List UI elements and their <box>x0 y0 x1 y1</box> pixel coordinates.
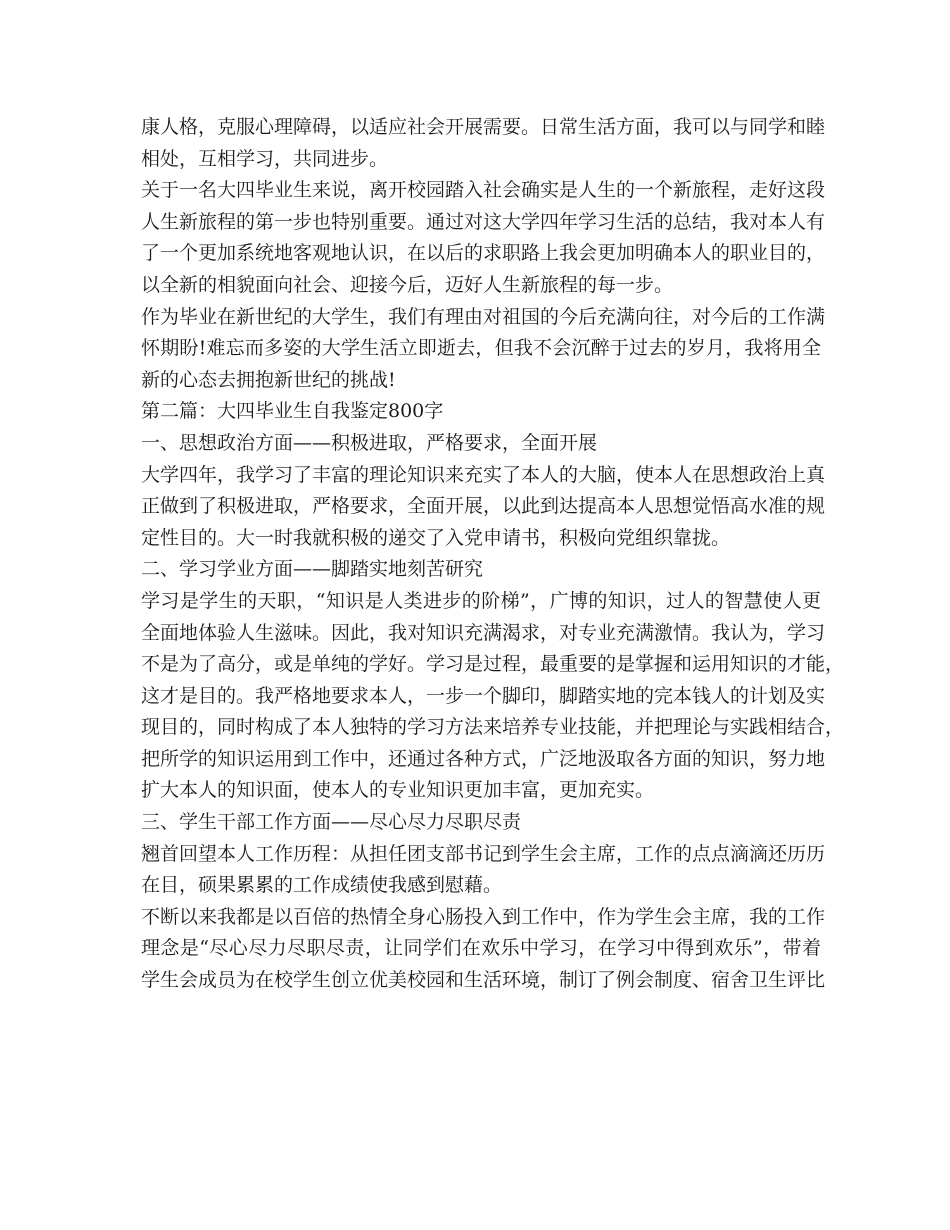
text-line: 了一个更加系统地客观地认识，在以后的求职路上我会更加明确本人的职业目的， <box>141 242 826 265</box>
text-line: 以全新的相貌面向社会、迎接今后，迈好人生新旅程的每一步。 <box>141 273 674 296</box>
text-line: 翘首回望本人工作历程：从担任团支部书记到学生会主席，工作的点点滴滴还历历 <box>141 842 826 865</box>
text-line: 怀期盼!难忘而多姿的大学生活立即逝去，但我不会沉醉于过去的岁月，我将用全 <box>141 337 821 360</box>
section-heading: 第二篇：大四毕业生自我鉴定800字 <box>141 400 444 423</box>
section-subheading: 三、学生干部工作方面——尽心尽力尽职尽责 <box>141 811 522 834</box>
document-body <box>141 112 845 997</box>
text-line: 大学四年，我学习了丰富的理论知识来充实了本人的大脑，使本人在思想政治上真 <box>141 463 826 486</box>
text-line: 把所学的知识运用到工作中，还通过各种方式，广泛地汲取各方面的知识，努力地 <box>141 747 826 770</box>
text-line: 学习是学生的天职，“知识是人类进步的阶梯”，广博的知识，过人的智慧使人更 <box>141 589 821 612</box>
text-line: 人生新旅程的第一步也特别重要。通过对这大学四年学习生活的总结，我对本人有 <box>141 210 826 233</box>
text-line: 关于一名大四毕业生来说，离开校园踏入社会确实是人生的一个新旅程，走好这段 <box>141 179 826 202</box>
text-line: 在目，硕果累累的工作成绩使我感到慰藉。 <box>141 874 503 897</box>
text-line: 正做到了积极进取，严格要求，全面开展，以此到达提高本人思想觉悟高水准的规 <box>141 495 826 518</box>
text-line: 康人格，克服心理障碍，以适应社会开展需要。日常生活方面，我可以与同学和睦 <box>141 116 826 138</box>
text-line: 新的心态去拥抱新世纪的挑战! <box>141 368 396 391</box>
text-line: 学生会成员为在校学生创立优美校园和生活环境，制订了例会制度、宿舍卫生评比 <box>141 969 826 992</box>
text-line: 理念是“尽心尽力尽职尽责，让同学们在欢乐中学习，在学习中得到欢乐”，带着 <box>141 937 821 960</box>
text-line: 不断以来我都是以百倍的热情全身心肠投入到工作中，作为学生会主席，我的工作 <box>141 905 826 928</box>
text-line: 现目的，同时构成了本人独特的学习方法来培养专业技能，并把理论与实践相结合， <box>141 716 845 739</box>
text-line: 这才是目的。我严格地要求本人，一步一个脚印，脚踏实地的完本钱人的计划及实 <box>141 684 826 707</box>
text-line: 作为毕业在新世纪的大学生，我们有理由对祖国的今后充满向往，对今后的工作满 <box>141 305 826 328</box>
section-subheading: 二、学习学业方面——脚踏实地刻苦研究 <box>141 558 484 581</box>
section-subheading: 一、思想政治方面——积极进取，严格要求，全面开展 <box>141 431 598 454</box>
text-line: 定性目的。大一时我就积极的递交了入党申请书，积极向党组织靠拢。 <box>141 526 731 549</box>
text-line: 不是为了高分，或是单纯的学好。学习是过程，最重要的是掌握和运用知识的才能， <box>141 653 845 676</box>
text-line: 相处，互相学习，共同进步。 <box>141 147 389 170</box>
text-line: 扩大本人的知识面，使本人的专业知识更加丰富，更加充实。 <box>141 779 655 802</box>
text-line: 全面地体验人生滋味。因此，我对知识充满渴求，对专业充满激情。我认为，学习 <box>141 621 826 644</box>
